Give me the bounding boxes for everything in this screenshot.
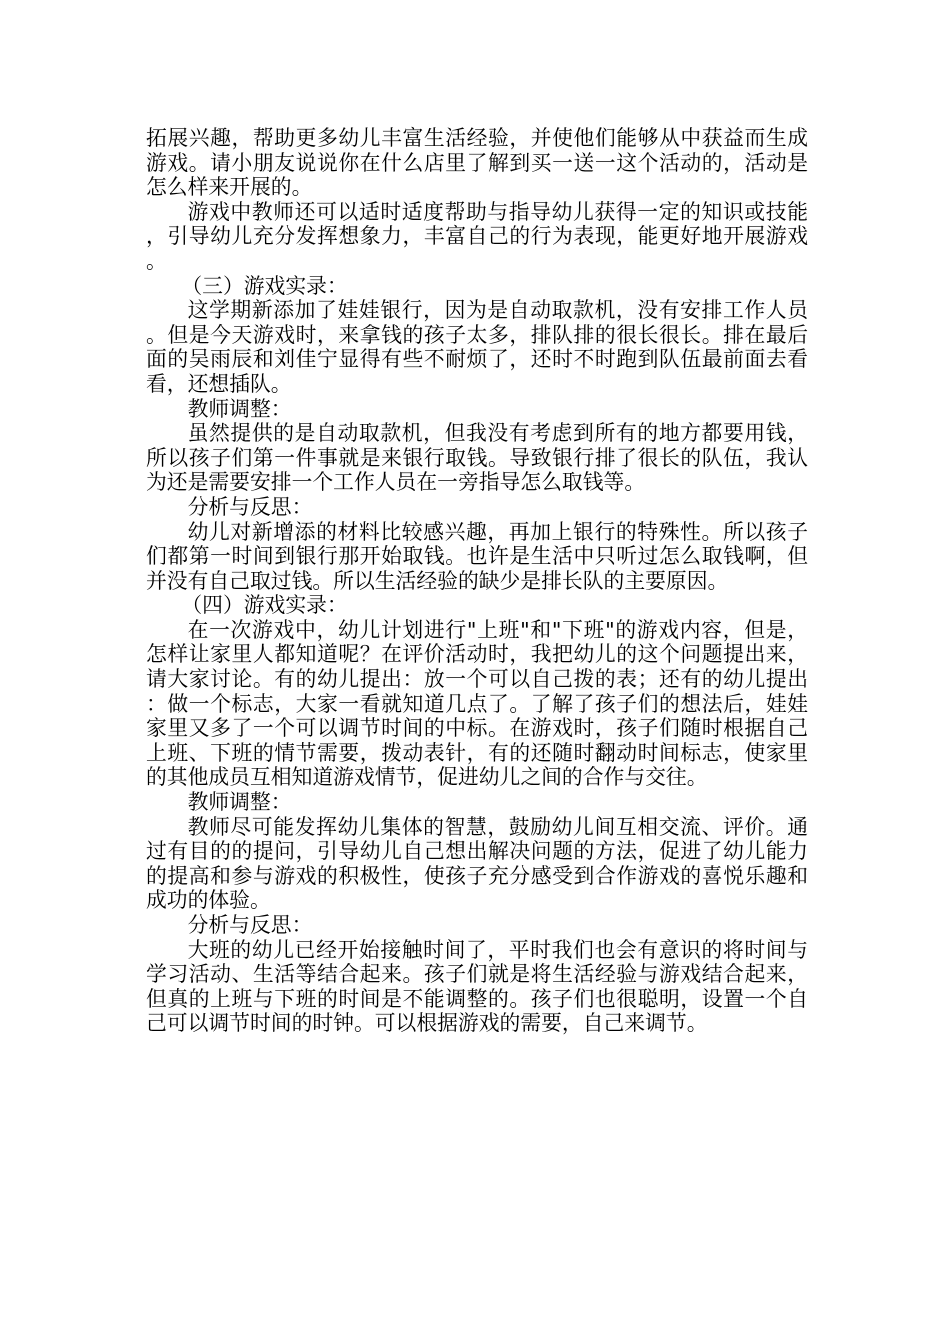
paragraph-analysis-3: 幼儿对新增添的材料比较感兴趣，再加上银行的特殊性。所以孩子们都第一时间到银行那开始取钱。也许是生活中只听过怎么取钱啊，但并没有自己取过钱。所以生活经验的缺少是排长队的主要原因。 — [146, 519, 808, 593]
paragraph-guidance: 游戏中教师还可以适时适度帮助与指导幼儿获得一定的知识或技能，引导幼儿充分发挥想象力，丰富自己的行为表现，能更好地开展游戏。 — [146, 199, 808, 273]
subheading-analysis-3: 分析与反思： — [187, 494, 313, 519]
document-page — [146, 126, 808, 1036]
subheading-teacher-adjust-4: 教师调整： — [187, 790, 292, 815]
paragraph-record-4: 在一次游戏中，幼儿计划进行"上班"和"下班"的游戏内容，但是，怎样让家里人都知道呢？在评价活动时，我把幼儿的这个问题提出来，请大家讨论。有的幼儿提出：放一个可以自己拨的表；还有的幼儿提出：做一个标志，大家一看就知道几点了。了解了孩子们的想法后，娃娃家里又多了一个可以调节时间的中标。在游戏时，孩子们随时根据自己上班、下班的情节需要，拨动表针，有的还随时翻动时间标志，使家里的其他成员互相知道游戏情节，促进幼儿之间的合作与交往。 — [146, 617, 808, 790]
subheading-teacher-adjust-3: 教师调整： — [187, 396, 292, 421]
section-heading-4: （四）游戏实录： — [181, 593, 348, 618]
paragraph-record-3: 这学期新添加了娃娃银行，因为是自动取款机，没有安排工作人员。但是今天游戏时，来拿钱的孩子太多，排队排的很长很长。排在最后面的吴雨辰和刘佳宁显得有些不耐烦了，还时不时跑到队伍最前面去看看，还想插队。 — [146, 298, 808, 396]
subheading-analysis-4: 分析与反思： — [187, 913, 313, 937]
paragraph-adjust-4: 教师尽可能发挥幼儿集体的智慧，鼓励幼儿间互相交流、评价。通过有目的的提问，引导幼儿自己想出解决问题的方法，促进了幼儿能力的提高和参与游戏的积极性，使孩子充分感受到合作游戏的喜悦乐趣和成功的体验。 — [146, 814, 808, 913]
section-heading-3: （三）游戏实录： — [181, 273, 348, 298]
paragraph-adjust-3: 虽然提供的是自动取款机，但我没有考虑到所有的地方都要用钱，所以孩子们第一件事就是来银行取钱。导致银行排了很长的队伍，我认为还是需要安排一个工作人员在一旁指导怎么取钱等。 — [146, 421, 808, 495]
paragraph-continuation: 拓展兴趣，帮助更多幼儿丰富生活经验，并使他们能够从中获益而生成游戏。请小朋友说说你在什么店里了解到买一送一这个活动的，活动是怎么样来开展的。 — [146, 126, 808, 200]
paragraph-analysis-4: 大班的幼儿已经开始接触时间了，平时我们也会有意识的将时间与学习活动、生活等结合起来。孩子们就是将生活经验与游戏结合起来，但真的上班与下班的时间是不能调整的。孩子们也很聪明，设置一个自己可以调节时间的时钟。可以根据游戏的需要，自己来调节。 — [146, 937, 808, 1036]
